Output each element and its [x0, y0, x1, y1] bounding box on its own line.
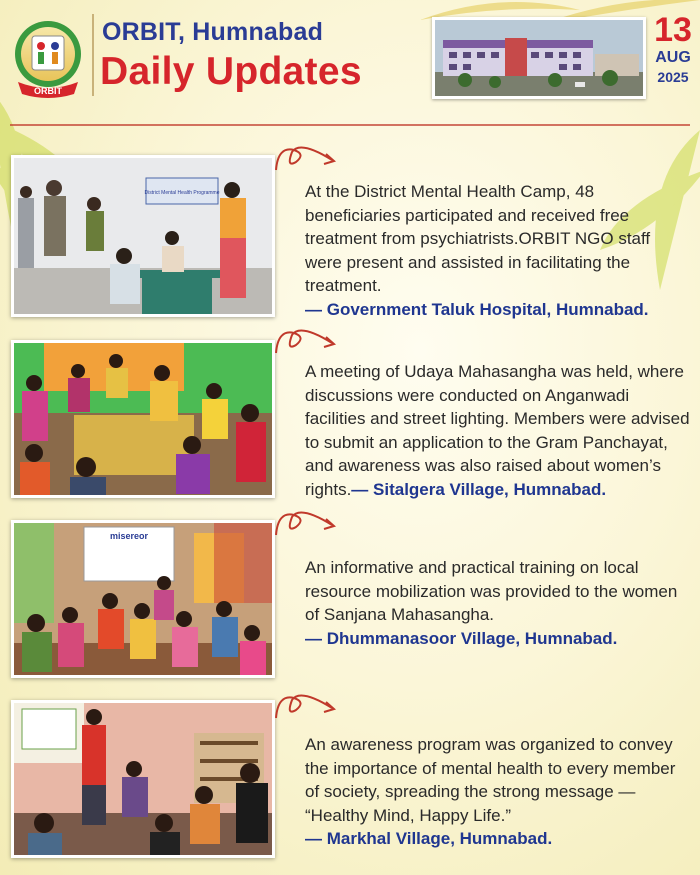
- date-month: AUG: [655, 49, 691, 66]
- date-badge: [651, 12, 695, 86]
- svg-text:misereor: misereor: [109, 531, 149, 541]
- header-divider: [92, 14, 94, 96]
- date-year: 2025: [657, 69, 689, 85]
- entry-photo-mahasangha-meeting: [11, 340, 275, 498]
- update-text: [305, 733, 690, 851]
- update-text: [305, 360, 690, 501]
- entry-photo-mental-health-awareness: [11, 700, 275, 858]
- curly-arrow-icon: [272, 505, 342, 541]
- curly-arrow-icon: [272, 323, 342, 359]
- update-description: An awareness program was organized to convey the importance of mental health to every member of society, spreading the strong message — “Healthy Mind, Happy Life.”: [305, 735, 676, 825]
- orbit-logo: [10, 14, 86, 100]
- entry-photo-resource-training: [11, 520, 275, 678]
- svg-text:ORBIT: ORBIT: [34, 86, 62, 96]
- header: [0, 0, 700, 118]
- curly-arrow-icon: [272, 140, 342, 176]
- update-location: — Government Taluk Hospital, Humnabad.: [305, 299, 649, 319]
- curly-arrow-icon: [272, 688, 342, 724]
- update-location: — Markhal Village, Humnabad.: [305, 829, 553, 848]
- update-description: An informative and practical training on local resource mobilization was provided to the women of Sanjana Mahasangha.: [305, 558, 678, 624]
- update-text: [305, 556, 690, 650]
- entry-photo-health-camp: [11, 155, 275, 317]
- update-description: A meeting of Udaya Mahasangha was held, where discussions were conducted on Anganwadi facilities and street lighting. Members were advised to submit an application to the Gram Panchayat, and awareness was also raised about women’s rights.: [305, 362, 690, 499]
- org-name: ORBIT, Humnabad: [102, 18, 324, 46]
- svg-text:District Mental Health Program: District Mental Health Programme: [144, 190, 220, 196]
- header-rule: [10, 124, 690, 126]
- building-photo: [432, 17, 646, 99]
- update-location: — Dhummanasoor Village, Humnabad.: [305, 628, 618, 648]
- date-day: 13: [654, 11, 692, 49]
- page-title: Daily Updates: [100, 50, 362, 93]
- update-location: — Sitalgera Village, Humnabad.: [351, 479, 607, 499]
- update-description: At the District Mental Health Camp, 48 beneficiaries participated and received free treatment from psychiatrists.ORBIT NGO staff were present and assisted in facilitating the treatment.: [305, 182, 651, 295]
- update-text: [305, 180, 690, 321]
